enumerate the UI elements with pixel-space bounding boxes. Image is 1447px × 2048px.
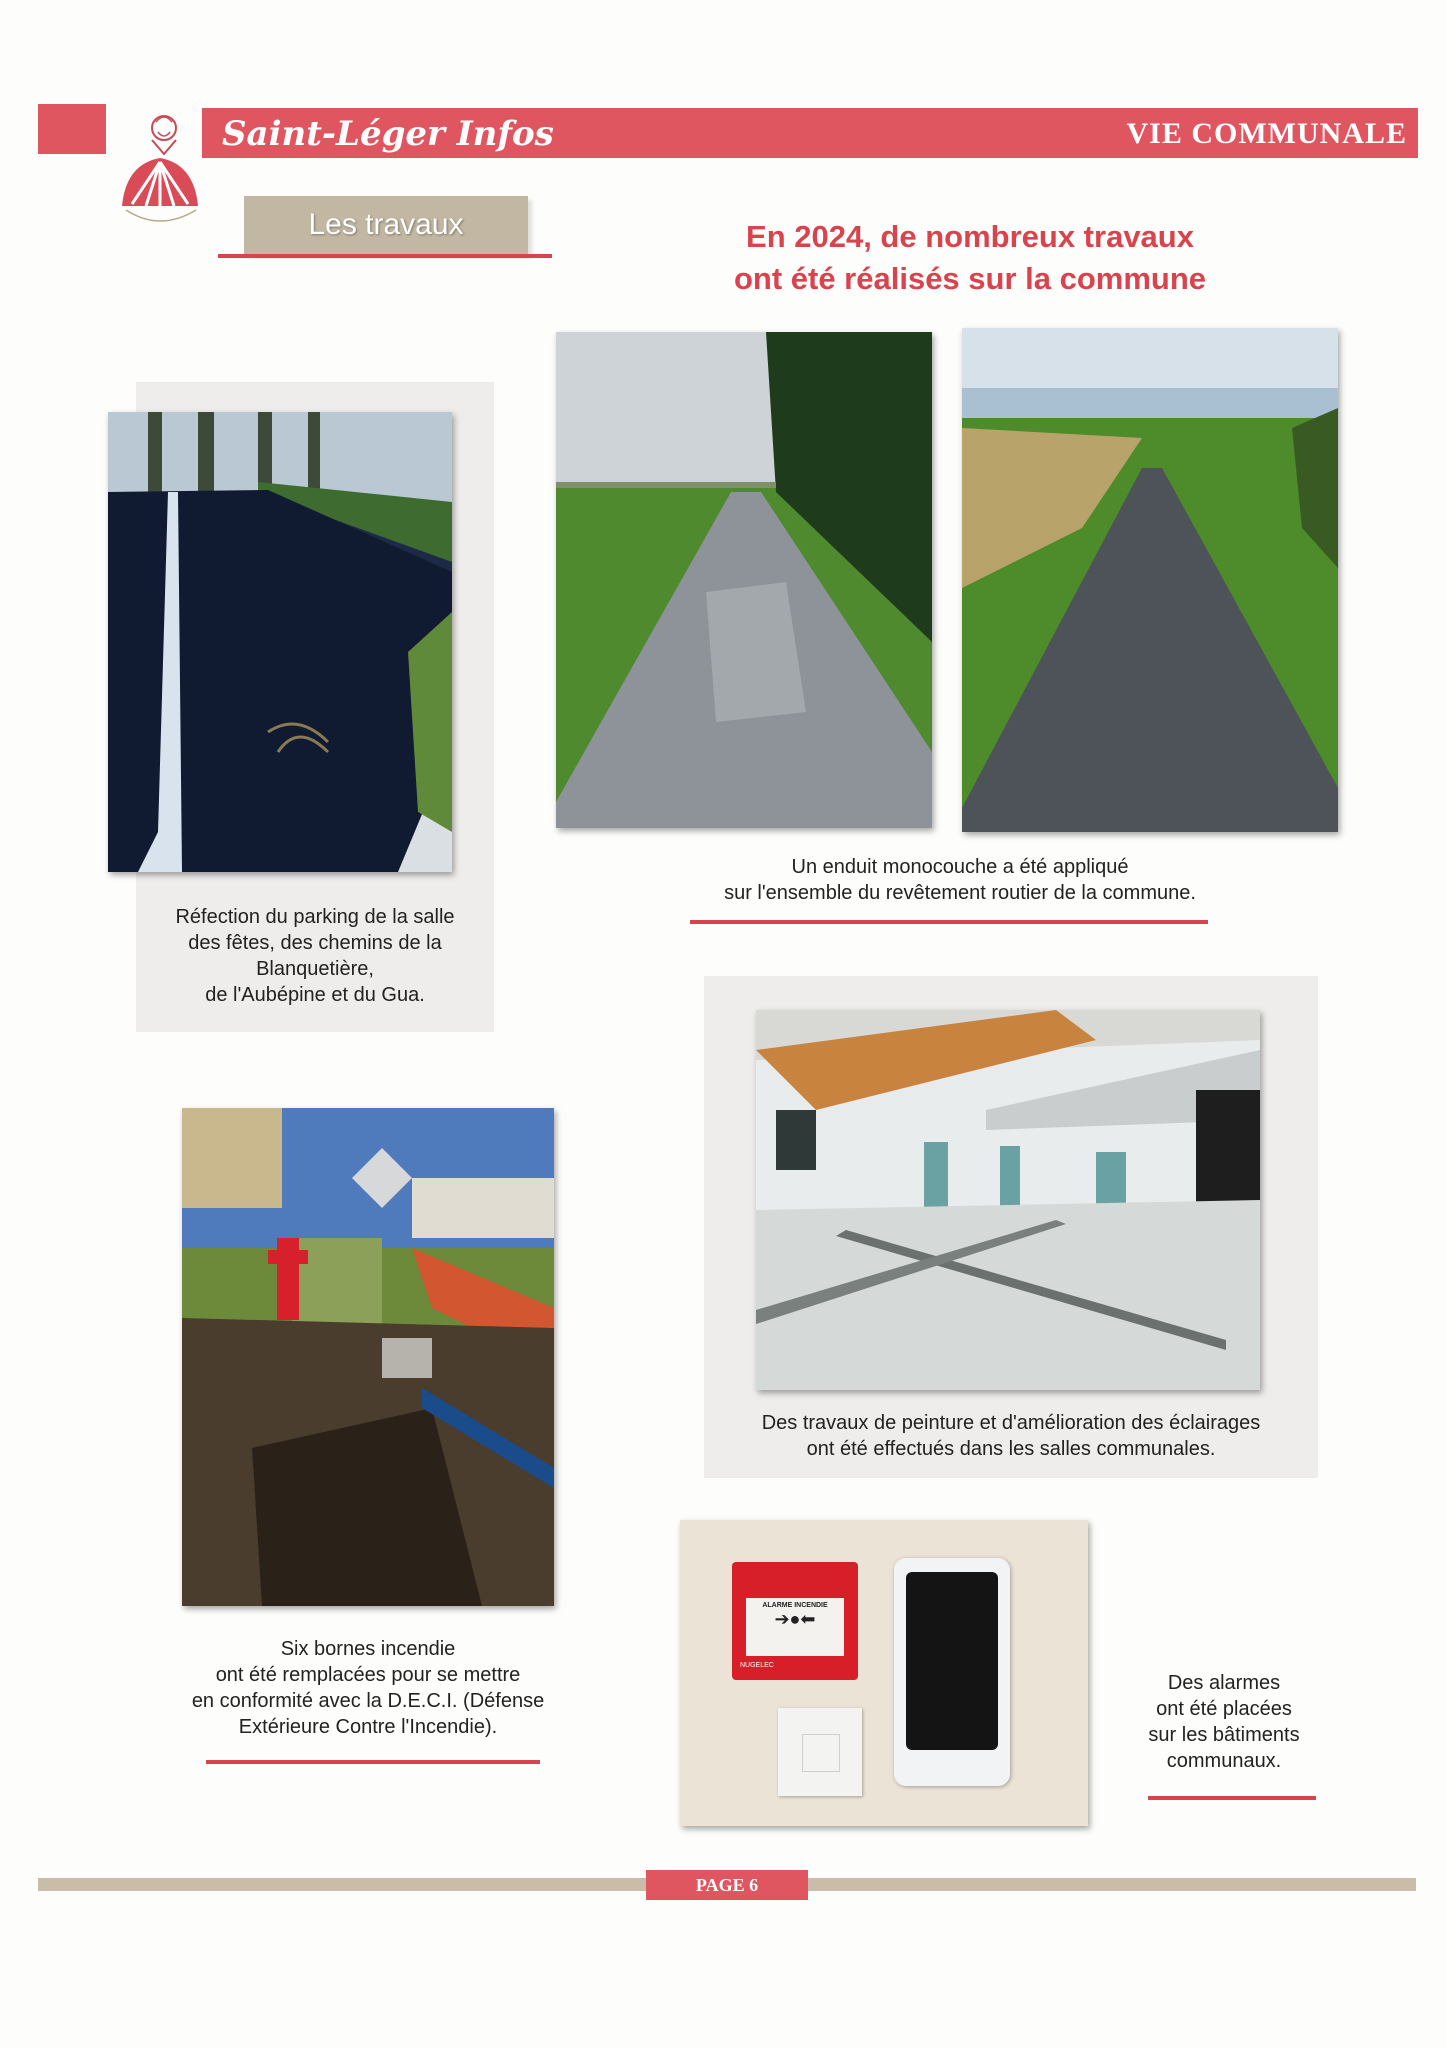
- fire-alarm-box: [732, 1562, 858, 1680]
- alarmes-caption-line: communaux.: [1166, 1750, 1282, 1772]
- fire-alarm-brand: NUGELEC: [740, 1662, 774, 1669]
- bornes-caption-line: en conformité avec la D.E.C.I. (Défense: [191, 1690, 545, 1712]
- hydrant-photo: [182, 1108, 554, 1606]
- bornes-caption-line: ont été remplacées pour se mettre: [215, 1664, 521, 1686]
- page-headline: [650, 216, 1290, 300]
- parking-caption-line: des fêtes, des chemins de la: [188, 932, 442, 954]
- magazine-title: Saint-Léger Infos: [222, 114, 554, 154]
- salles-caption: [704, 1410, 1318, 1462]
- alarm-keypad-screen: [906, 1572, 998, 1750]
- enduit-caption-line: sur l'ensemble du revêtement routier de la commune.: [724, 882, 1196, 904]
- parking-caption-line: Blanquetière,: [256, 958, 374, 980]
- alarmes-underline: [1148, 1796, 1316, 1800]
- light-switch: [778, 1708, 862, 1796]
- road-photo-2: [962, 328, 1338, 832]
- headline-line-2: ont été réalisés sur la commune: [733, 261, 1207, 296]
- parking-photo: [108, 412, 452, 872]
- alarmes-caption: [1116, 1670, 1332, 1774]
- alarmes-caption-line: ont été placées: [1156, 1698, 1292, 1720]
- salles-caption-line: Des travaux de peinture et d'amélioration des éclairages: [761, 1412, 1261, 1434]
- fire-alarm-arrows-icon: ➔●⬅: [774, 1609, 816, 1629]
- fire-alarm-label: ALARME INCENDIE: [762, 1602, 828, 1609]
- road-photo-1: [556, 332, 932, 828]
- enduit-caption: [660, 854, 1260, 906]
- alarm-keypad: [894, 1558, 1010, 1786]
- section-name: VIE COMMUNALE: [1126, 117, 1407, 150]
- header-left-block: [38, 104, 106, 154]
- alarmes-caption-line: sur les bâtiments: [1148, 1724, 1300, 1746]
- page-number: PAGE 6: [646, 1870, 808, 1900]
- bornes-caption: [140, 1636, 596, 1740]
- salle-photo: [756, 1010, 1260, 1390]
- salles-caption-line: ont été effectués dans les salles communales.: [806, 1438, 1216, 1460]
- bornes-underline: [206, 1760, 540, 1764]
- bornes-caption-line: Extérieure Contre l'Incendie).: [238, 1716, 498, 1738]
- parking-caption-line: Réfection du parking de la salle: [175, 906, 455, 928]
- bornes-caption-line: Six bornes incendie: [280, 1638, 456, 1660]
- light-switch-button: [802, 1734, 840, 1772]
- alarm-photo: [680, 1520, 1088, 1826]
- parking-caption: [136, 904, 494, 1008]
- parking-caption-line: de l'Aubépine et du Gua.: [205, 984, 425, 1006]
- section-tab: Les travaux: [244, 196, 528, 254]
- headline-line-1: En 2024, de nombreux travaux: [746, 219, 1194, 254]
- enduit-underline: [690, 920, 1208, 924]
- fire-alarm-window: [746, 1598, 844, 1656]
- saint-leger-logo: [112, 106, 204, 230]
- section-tab-underline: [218, 254, 552, 258]
- alarmes-caption-line: Des alarmes: [1167, 1672, 1281, 1694]
- enduit-caption-line: Un enduit monocouche a été appliqué: [791, 856, 1129, 878]
